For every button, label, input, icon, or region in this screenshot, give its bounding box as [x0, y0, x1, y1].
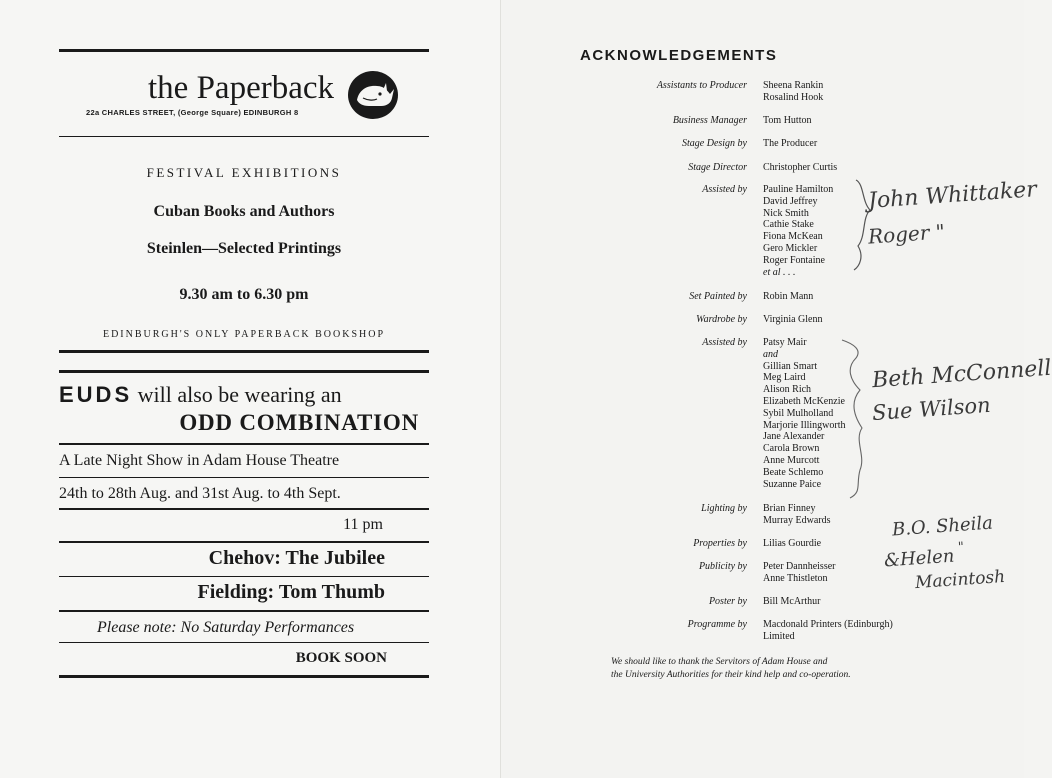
credit-name: Cathie Stake	[763, 219, 814, 231]
credit-names	[763, 314, 822, 326]
credit-names	[763, 503, 830, 527]
euds-lead-text: will also be wearing an	[137, 382, 342, 407]
handwritten-note: "	[957, 539, 965, 556]
credit-name: Meg Laird	[763, 372, 806, 384]
handwritten-note: Beth McConnell	[871, 355, 1052, 394]
performance-note: Please note: No Saturday Performances	[97, 619, 355, 636]
credit-name: Peter Dannheisser	[763, 561, 836, 572]
thanks-line-1: We should like to thank the Servitors of Adam House and	[611, 657, 828, 667]
credit-names	[763, 138, 817, 150]
credit-role: Publicity by	[698, 561, 747, 572]
rule-2	[59, 477, 429, 478]
rhinoceros-logo-icon	[347, 70, 399, 120]
credit-name: Bill McArthur	[763, 596, 821, 607]
credit-name: Pauline Hamilton	[763, 184, 834, 195]
rule-7	[59, 642, 429, 643]
credit-name: et al . . .	[763, 266, 796, 278]
late-night-line: A Late Night Show in Adam House Theatre	[59, 452, 340, 469]
credit-name: Alison Rich	[763, 384, 812, 396]
credit-role: Properties by	[693, 538, 747, 549]
shop-tagline: EDINBURGH'S ONLY PAPERBACK BOOKSHOP	[102, 329, 386, 340]
exhibition-2: Steinlen—Selected Printings	[146, 240, 342, 257]
credit-name: The Producer	[763, 138, 818, 149]
credit-name: Nick Smith	[763, 207, 809, 219]
credit-name: David Jeffrey	[763, 195, 818, 207]
credit-name: Elizabeth McKenzie	[763, 395, 845, 407]
credit-name: Sheena Rankin	[763, 80, 824, 91]
credit-names	[763, 291, 813, 303]
credit-role: Assisted by	[702, 184, 747, 195]
shop-address: 22a CHARLES STREET, (George Square) EDINBURGH 8	[86, 108, 299, 117]
credit-names	[763, 115, 811, 127]
opening-hours: 9.30 am to 6.30 pm	[179, 286, 309, 303]
performance-time: 11 pm	[343, 516, 383, 533]
credit-names	[763, 619, 893, 643]
credit-role: Poster by	[708, 596, 747, 607]
credit-name: Roger Fontaine	[763, 254, 825, 266]
rule-6	[59, 610, 429, 612]
credit-name: Beate Schlemo	[763, 466, 824, 478]
rule-5	[59, 576, 429, 577]
credit-name: Suzanne Paice	[763, 478, 822, 490]
handwritten-note: B.O. Sheila	[891, 512, 994, 541]
show-title: ODD COMBINATION	[179, 410, 419, 435]
handwritten-note: Roger "	[867, 219, 946, 249]
festival-heading: FESTIVAL EXHIBITIONS	[146, 165, 342, 180]
credit-role: Stage Design by	[682, 138, 747, 149]
credit-role: Programme by	[687, 619, 747, 630]
credit-name: and	[763, 348, 778, 360]
handwritten-note: Macintosh	[914, 566, 1006, 594]
book-soon: BOOK SOON	[295, 650, 387, 666]
credit-names	[763, 80, 823, 104]
euds-name: EUDS	[59, 382, 133, 407]
credit-role: Wardrobe by	[696, 314, 747, 325]
credit-name: Patsy Mair	[763, 337, 807, 348]
credit-name: Fiona McKean	[763, 231, 823, 243]
credit-name: Gero Mickler	[763, 242, 818, 254]
top-rule	[59, 49, 429, 52]
credit-name: Virginia Glenn	[763, 314, 823, 325]
credit-name: Gillian Smart	[763, 360, 818, 372]
rule-1	[59, 443, 429, 445]
credit-role: Lighting by	[701, 503, 747, 514]
credit-role: Business Manager	[672, 115, 747, 126]
credit-name: Sybil Mulholland	[763, 407, 834, 419]
play-2: Fielding: Tom Thumb	[197, 581, 385, 603]
exhibition-1: Cuban Books and Authors	[153, 203, 335, 220]
credit-name: Anne Murcott	[763, 454, 820, 466]
credit-names	[763, 596, 821, 608]
credit-name: Carola Brown	[763, 443, 820, 455]
shop-name: the Paperback	[148, 70, 334, 106]
handwritten-note: John Whittaker	[867, 177, 1038, 214]
handwritten-note: &Helen	[883, 545, 956, 572]
credit-role: Stage Director	[688, 162, 747, 173]
handwritten-brace-icon	[836, 336, 876, 502]
ad-bottom-rule	[59, 350, 429, 353]
credit-name: Rosalind Hook	[763, 91, 824, 103]
credit-role: Set Painted by	[689, 291, 747, 302]
euds-lead-line	[59, 382, 342, 408]
credit-name: Jane Alexander	[763, 431, 825, 443]
credit-name: Christopher Curtis	[763, 162, 838, 173]
credit-names	[763, 538, 821, 550]
credit-names	[763, 561, 835, 585]
credit-role: Assistants to Producer	[656, 80, 747, 91]
credit-names	[763, 337, 845, 490]
ad-divider	[59, 136, 429, 137]
acknowledgements-heading: ACKNOWLEDGEMENTS	[580, 47, 778, 64]
credit-name: Tom Hutton	[763, 115, 812, 126]
credit-role: Assisted by	[702, 337, 747, 348]
credit-name: Brian Finney	[763, 503, 816, 514]
thanks-note	[611, 656, 851, 682]
performance-dates: 24th to 28th Aug. and 31st Aug. to 4th Sept.	[59, 485, 341, 502]
credit-name: Robin Mann	[763, 291, 814, 302]
bottom-rule	[59, 675, 429, 678]
rule-4	[59, 541, 429, 543]
credit-name: Marjorie Illingworth	[763, 419, 846, 431]
credit-name: Murray Edwards	[763, 514, 831, 526]
credit-name: Macdonald Printers (Edinburgh)	[763, 619, 893, 630]
credit-names	[763, 162, 837, 174]
euds-top-rule	[59, 370, 429, 373]
credit-name: Limited	[763, 630, 795, 642]
handwritten-note: Sue Wilson	[871, 392, 992, 426]
rule-3	[59, 508, 429, 510]
thanks-line-2: the University Authorities for their kind help and co-operation.	[611, 670, 851, 680]
credit-names	[763, 184, 833, 278]
credit-name: Anne Thistleton	[763, 572, 828, 584]
play-1: Chehov: The Jubilee	[208, 547, 385, 569]
credit-name: Lilias Gourdie	[763, 538, 822, 549]
